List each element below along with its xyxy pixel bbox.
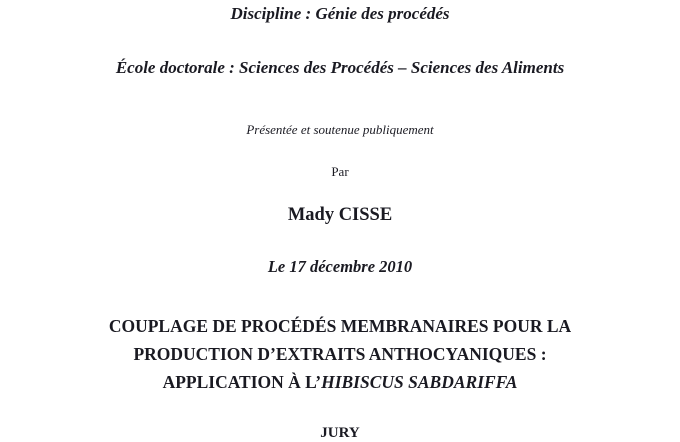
thesis-title-line-3-prefix: APPLICATION À L’ (162, 372, 322, 392)
jury-heading: JURY (320, 425, 360, 441)
discipline-line: Discipline : Génie des procédés (230, 4, 450, 23)
thesis-title-line-1: COUPLAGE DE PROCÉDÉS MEMBRANAIRES POUR LA (108, 316, 572, 336)
thesis-title-species: HIBISCUS SABDARIFFA (321, 372, 518, 392)
thesis-title-line-2: PRODUCTION D’EXTRAITS ANTHOCYANIQUES : (133, 344, 547, 364)
defense-date: Le 17 décembre 2010 (267, 257, 413, 276)
author-name: Mady CISSE (287, 205, 393, 225)
presentation-line: Présentée et soutenue publiquement (246, 122, 434, 137)
doctoral-school-line: École doctorale : Sciences des Procédés – Sciences des Aliments (115, 58, 565, 77)
thesis-title-line-3 (0, 372, 680, 393)
par-label: Par (331, 164, 349, 179)
